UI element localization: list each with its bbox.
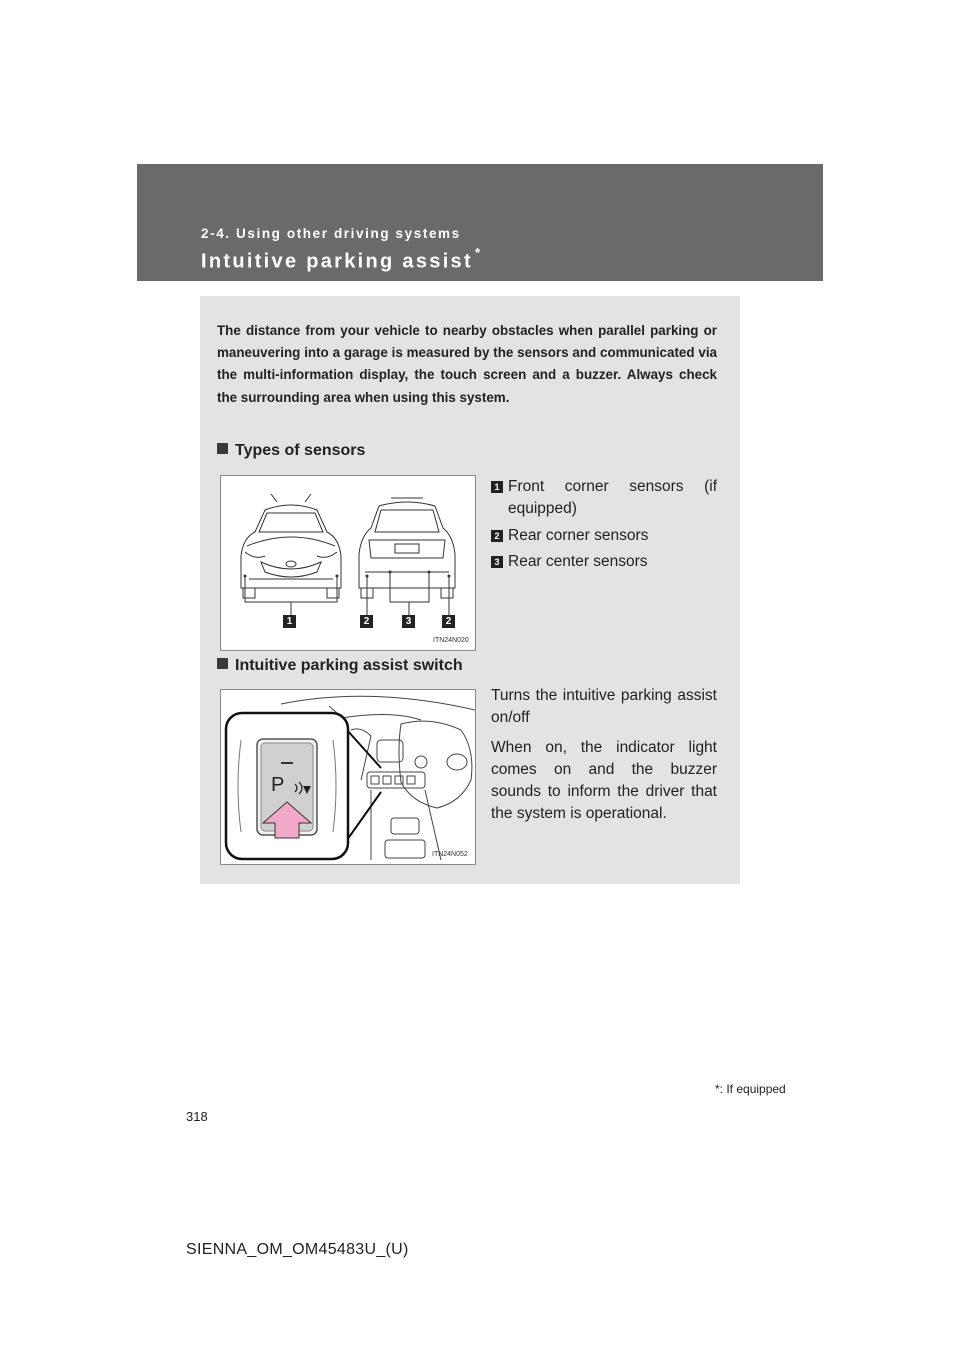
- legend-item-rear-center: [491, 551, 717, 573]
- figure-code: ITN24N020: [433, 637, 469, 644]
- switch-desc-2: When on, the indicator light comes on and the buzzer sounds to inform the driver that the system is operational.: [491, 739, 717, 822]
- square-bullet-icon: [217, 443, 228, 454]
- section-label: 2-4. Using other driving systems: [201, 226, 461, 241]
- page-number: 318: [186, 1109, 208, 1124]
- p-letter: P: [271, 774, 285, 796]
- square-bullet-icon: [217, 658, 228, 669]
- callout-2-right: 2: [442, 615, 455, 628]
- sensor-types-heading: [217, 442, 365, 460]
- vehicle-sensors-illustration: [221, 476, 475, 650]
- switch-illustration: [221, 690, 475, 864]
- switch-heading: [217, 657, 463, 675]
- figure-code: ITN24N052: [432, 851, 468, 858]
- sensor-legend: [491, 476, 717, 573]
- intro-paragraph: The distance from your vehicle to nearby obstacles when parallel parking or maneuvering into a garage is measured by the sensors and communicated via the multi-information display, the touch screen and a buzzer. Always check the surrounding area when using this system.: [217, 323, 717, 405]
- switch-heading-text: Intuitive parking assist switch: [235, 657, 463, 674]
- callout-3: 3: [402, 615, 415, 628]
- legend-number-2: 2: [491, 530, 503, 542]
- callout-1: 1: [283, 615, 296, 628]
- callout-2-left: 2: [360, 615, 373, 628]
- sensors-figure: [220, 475, 476, 651]
- sensor-types-heading-text: Types of sensors: [235, 442, 366, 459]
- legend-label-rear-center: Rear center sensors: [508, 553, 648, 570]
- legend-number-3: 3: [491, 556, 503, 568]
- legend-item-front: [491, 476, 717, 520]
- title-asterisk: *: [474, 245, 483, 260]
- footnote-text: : If equipped: [719, 1082, 786, 1096]
- page-title: [201, 245, 483, 274]
- legend-item-rear-corner: [491, 525, 717, 547]
- legend-number-1: 1: [491, 481, 503, 493]
- legend-label-rear-corner: Rear corner sensors: [508, 527, 649, 544]
- footnote-asterisk: *: [715, 1082, 720, 1096]
- switch-figure: [220, 689, 476, 865]
- content-panel: [200, 296, 740, 884]
- title-text: Intuitive parking assist: [201, 250, 473, 273]
- switch-desc-1: Turns the intuitive parking assist on/off: [491, 687, 717, 726]
- chapter-header: [137, 164, 823, 281]
- switch-description: [491, 685, 717, 833]
- document-id: SIENNA_OM_OM45483U_(U): [186, 1241, 409, 1258]
- legend-label-front: Front corner sensors (if equipped): [508, 478, 717, 517]
- footnote: [715, 1082, 786, 1096]
